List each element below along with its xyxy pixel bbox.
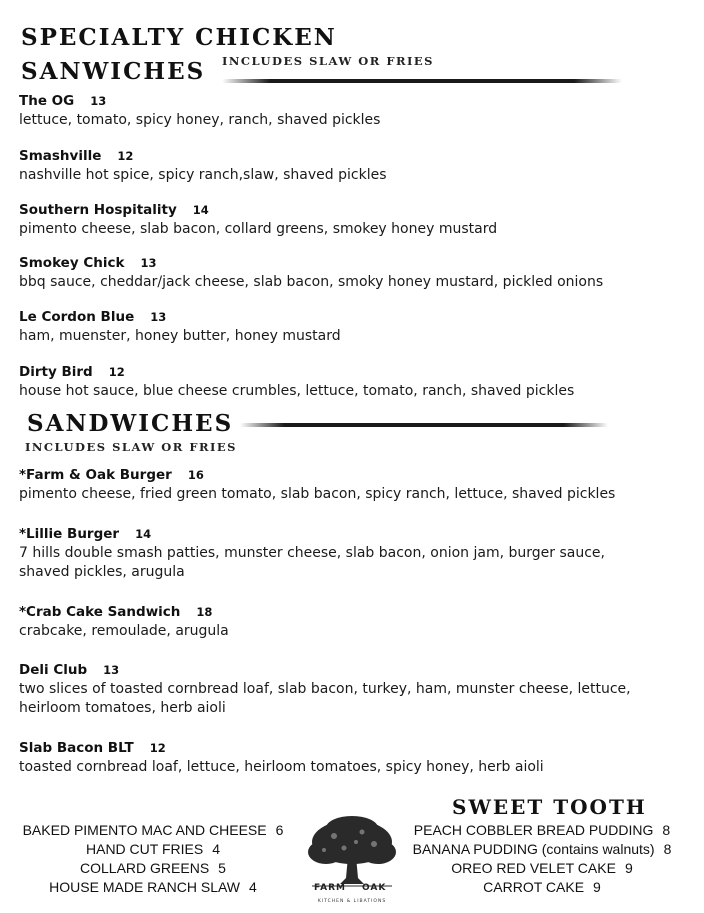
- menu-item: [19, 662, 679, 718]
- item-price: 12: [117, 149, 134, 163]
- farm-oak-logo: [304, 812, 400, 908]
- dessert-item: [396, 859, 688, 878]
- item-price: 14: [192, 203, 209, 217]
- menu-item: [19, 604, 679, 641]
- item-name: Smokey Chick: [19, 255, 125, 271]
- item-description: nashville hot spice, spicy ranch,slaw, shaved pickles: [19, 167, 387, 183]
- item-name: Smashville: [19, 148, 102, 164]
- dessert-price: 9: [593, 879, 601, 895]
- side-price: 6: [275, 822, 284, 838]
- dessert-item: [396, 878, 688, 897]
- dessert-item: [396, 821, 688, 840]
- dessert-price: 8: [662, 822, 671, 838]
- menu-item: [19, 364, 679, 401]
- item-name: Le Cordon Blue: [19, 309, 135, 325]
- dessert-name: PEACH COBBLER BREAD PUDDING: [413, 822, 654, 838]
- dessert-price: 9: [624, 860, 633, 876]
- menu-item: [19, 202, 679, 239]
- menu-item: [19, 255, 679, 292]
- item-name: *Lillie Burger: [19, 526, 120, 542]
- side-item: [12, 859, 294, 878]
- side-name: COLLARD GREENS: [80, 860, 210, 876]
- sweet-tooth-list: [396, 821, 688, 897]
- item-description: toasted cornbread loaf, lettuce, heirloom tomatoes, spicy honey, herb aioli: [19, 759, 544, 775]
- logo-word-right: OAK: [362, 883, 387, 893]
- dessert-price: 8: [663, 841, 672, 857]
- item-price: 13: [150, 310, 167, 324]
- specialty-divider: [222, 79, 622, 83]
- specialty-subtitle: INCLUDES SLAW OR FRIES: [222, 54, 434, 68]
- side-item: [12, 821, 294, 840]
- item-price: 12: [149, 741, 166, 755]
- menu-item: [19, 526, 679, 582]
- item-description: lettuce, tomato, spicy honey, ranch, shaved pickles: [19, 112, 381, 128]
- item-name: Deli Club: [19, 662, 88, 678]
- side-name: HAND CUT FRIES: [86, 841, 204, 857]
- item-price: 13: [90, 94, 107, 108]
- sides-list: [12, 821, 294, 897]
- side-item: [12, 878, 294, 897]
- item-price: 13: [140, 256, 157, 270]
- side-name: HOUSE MADE RANCH SLAW: [49, 879, 241, 895]
- menu-item: [19, 740, 679, 777]
- item-name: Southern Hospitality: [19, 202, 177, 218]
- item-price: 13: [103, 663, 120, 677]
- item-name: *Farm & Oak Burger: [19, 467, 172, 483]
- item-price: 14: [135, 527, 152, 541]
- side-name: BAKED PIMENTO MAC AND CHEESE: [22, 822, 267, 838]
- item-description-line2: heirloom tomatoes, herb aioli: [19, 700, 226, 716]
- menu-item: [19, 93, 679, 130]
- item-description: house hot sauce, blue cheese crumbles, lettuce, tomato, ranch, shaved pickles: [19, 383, 575, 399]
- item-description: ham, muenster, honey butter, honey mustard: [19, 328, 341, 344]
- specialty-title-line1: SPECIALTY CHICKEN: [21, 24, 337, 51]
- side-item: [12, 840, 294, 859]
- sandwiches-divider: [240, 423, 608, 427]
- specialty-title-line2: SANWICHES: [21, 58, 206, 85]
- item-description-line2: shaved pickles, arugula: [19, 564, 185, 580]
- sweet-tooth-title: SWEET TOOTH: [452, 795, 647, 819]
- item-name: Slab Bacon BLT: [19, 740, 134, 756]
- item-name: Dirty Bird: [19, 364, 93, 380]
- menu-item: [19, 309, 679, 346]
- dessert-name: OREO RED VELET CAKE: [451, 860, 616, 876]
- sandwiches-title: SANDWICHES: [27, 410, 234, 437]
- sandwiches-subtitle: INCLUDES SLAW OR FRIES: [25, 440, 237, 454]
- item-description: crabcake, remoulade, arugula: [19, 623, 229, 639]
- item-description: bbq sauce, cheddar/jack cheese, slab bacon, smoky honey mustard, pickled onions: [19, 274, 604, 290]
- item-description: pimento cheese, fried green tomato, slab bacon, spicy ranch, lettuce, shaved pickles: [19, 486, 616, 502]
- item-description: pimento cheese, slab bacon, collard greens, smokey honey mustard: [19, 221, 498, 237]
- logo-word-left: FARM: [314, 883, 346, 893]
- dessert-name: BANANA PUDDING (contains walnuts): [412, 841, 655, 857]
- logo-tagline: KITCHEN & LIBATIONS: [317, 899, 387, 904]
- dessert-name: CARROT CAKE: [483, 879, 585, 895]
- side-price: 5: [218, 860, 226, 876]
- item-description-line1: two slices of toasted cornbread loaf, slab bacon, turkey, ham, munster cheese, lettuce,: [19, 681, 631, 697]
- item-name: *Crab Cake Sandwich: [19, 604, 181, 620]
- dessert-item: [396, 840, 688, 859]
- item-description-line1: 7 hills double smash patties, munster cheese, slab bacon, onion jam, burger sauce,: [19, 545, 605, 561]
- side-price: 4: [249, 879, 257, 895]
- item-price: 16: [187, 468, 204, 482]
- item-price: 18: [196, 605, 213, 619]
- menu-item: [19, 148, 679, 185]
- menu-item: [19, 467, 679, 504]
- item-name: The OG: [19, 93, 75, 109]
- side-price: 4: [212, 841, 220, 857]
- item-price: 12: [108, 365, 125, 379]
